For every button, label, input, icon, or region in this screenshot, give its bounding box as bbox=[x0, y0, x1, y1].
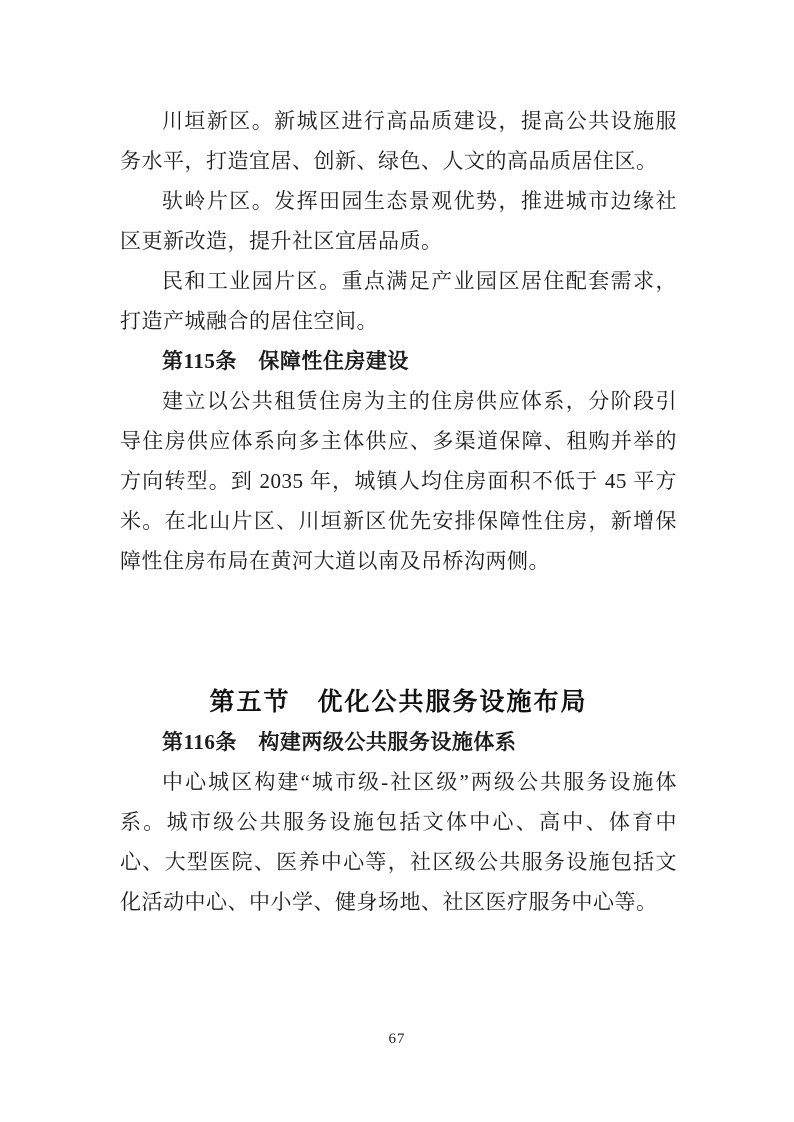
paragraph-article-116-body: 中心城区构建“城市级-社区级”两级公共服务设施体系。城市级公共服务设施包括文体中心、高中、体育中心、大型医院、医养中心等，社区级公共服务设施包括文化活动中心、中小学、健身场地、社区医疗服务中心等。 bbox=[120, 770, 677, 914]
article-115-heading: 第115条 保障性住房建设 bbox=[162, 349, 409, 373]
paragraph-minhe-industrial-park: 民和工业园片区。重点满足产业园区居住配套需求，打造产城融合的居住空间。 bbox=[120, 269, 677, 333]
section-5-heading: 第五节 优化公共服务设施布局 bbox=[209, 688, 588, 716]
paragraph-article-115-body: 建立以公共租赁住房为主的住房供应体系，分阶段引导住房供应体系向多主体供应、多渠道保障、租购并举的方向转型。到 2035 年，城镇人均住房面积不低于 45 平方米。在北山片区、川垣新区优先安排保障性住房，新增保障性住房布局在黄河大道以南及吊桥沟两侧。 bbox=[120, 389, 677, 573]
paragraph-chuanyuan-new-district: 川垣新区。新城区进行高品质建设，提高公共设施服务水平，打造宜居、创新、绿色、人文的高品质居住区。 bbox=[120, 109, 677, 173]
page-number: 67 bbox=[388, 1031, 406, 1047]
page-content bbox=[120, 101, 677, 922]
article-116-heading: 第116条 构建两级公共服务设施体系 bbox=[162, 730, 517, 754]
paragraph-tuoling-area: 驮岭片区。发挥田园生态景观优势，推进城市边缘社区更新改造，提升社区宜居品质。 bbox=[120, 189, 677, 253]
